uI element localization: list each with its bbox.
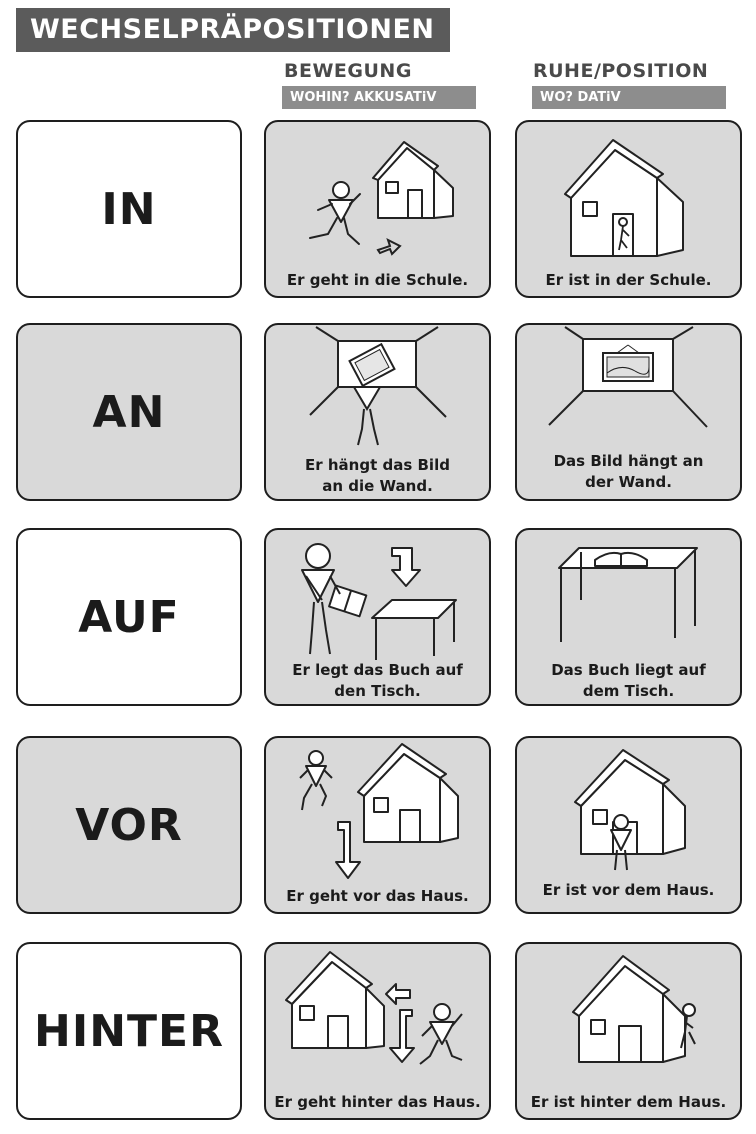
movement-sentence-line1: Er legt das Buch auf xyxy=(292,661,463,679)
prep-card-vor[interactable] xyxy=(16,736,242,914)
preposition-label: HINTER xyxy=(34,1005,224,1057)
prep-card-hinter[interactable] xyxy=(16,942,242,1120)
rest-card-auf[interactable] xyxy=(515,528,742,706)
rest-card-an[interactable] xyxy=(515,323,742,501)
movement-sentence: Er geht vor das Haus. xyxy=(286,887,469,905)
rest-sentence-line2: der Wand. xyxy=(585,473,672,491)
rest-sentence: Er ist in der Schule. xyxy=(545,271,712,289)
worksheet-title: WECHSELPRÄPOSITIONEN xyxy=(16,8,450,52)
rest-sentence-line1: Das Buch liegt auf xyxy=(551,661,706,679)
movement-card-auf[interactable] xyxy=(264,528,491,706)
rest-sentence: Er ist hinter dem Haus. xyxy=(530,1093,727,1111)
movement-card-hinter[interactable] xyxy=(264,942,491,1120)
rest-sentence-line1: Das Bild hängt an xyxy=(553,452,704,470)
prep-card-an[interactable] xyxy=(16,323,242,501)
movement-sentence: Er geht in die Schule. xyxy=(286,271,469,289)
preposition-label: IN xyxy=(101,183,157,235)
rest-subheading: WO? DATiV xyxy=(532,86,726,109)
movement-card-an[interactable] xyxy=(264,323,491,501)
rest-card-in[interactable] xyxy=(515,120,742,298)
rest-sentence-line2: dem Tisch. xyxy=(582,682,675,700)
prep-card-in[interactable] xyxy=(16,120,242,298)
rest-heading: RUHE/POSITION xyxy=(533,60,709,82)
movement-heading: BEWEGUNG xyxy=(284,60,412,82)
movement-sentence-line1: Er hängt das Bild xyxy=(305,456,450,474)
movement-sentence: Er geht hinter das Haus. xyxy=(274,1093,481,1111)
prep-card-auf[interactable] xyxy=(16,528,242,706)
movement-sentence-line2: den Tisch. xyxy=(334,682,421,700)
rest-sentence: Er ist vor dem Haus. xyxy=(542,881,715,899)
rest-card-vor[interactable] xyxy=(515,736,742,914)
preposition-label: AUF xyxy=(78,591,180,643)
movement-sentence-line2: an die Wand. xyxy=(322,477,433,495)
movement-card-in[interactable] xyxy=(264,120,491,298)
preposition-label: AN xyxy=(92,386,166,438)
rest-card-hinter[interactable] xyxy=(515,942,742,1120)
movement-subheading: WOHIN? AKKUSATiV xyxy=(282,86,476,109)
preposition-label: VOR xyxy=(75,799,183,851)
movement-card-vor[interactable] xyxy=(264,736,491,914)
